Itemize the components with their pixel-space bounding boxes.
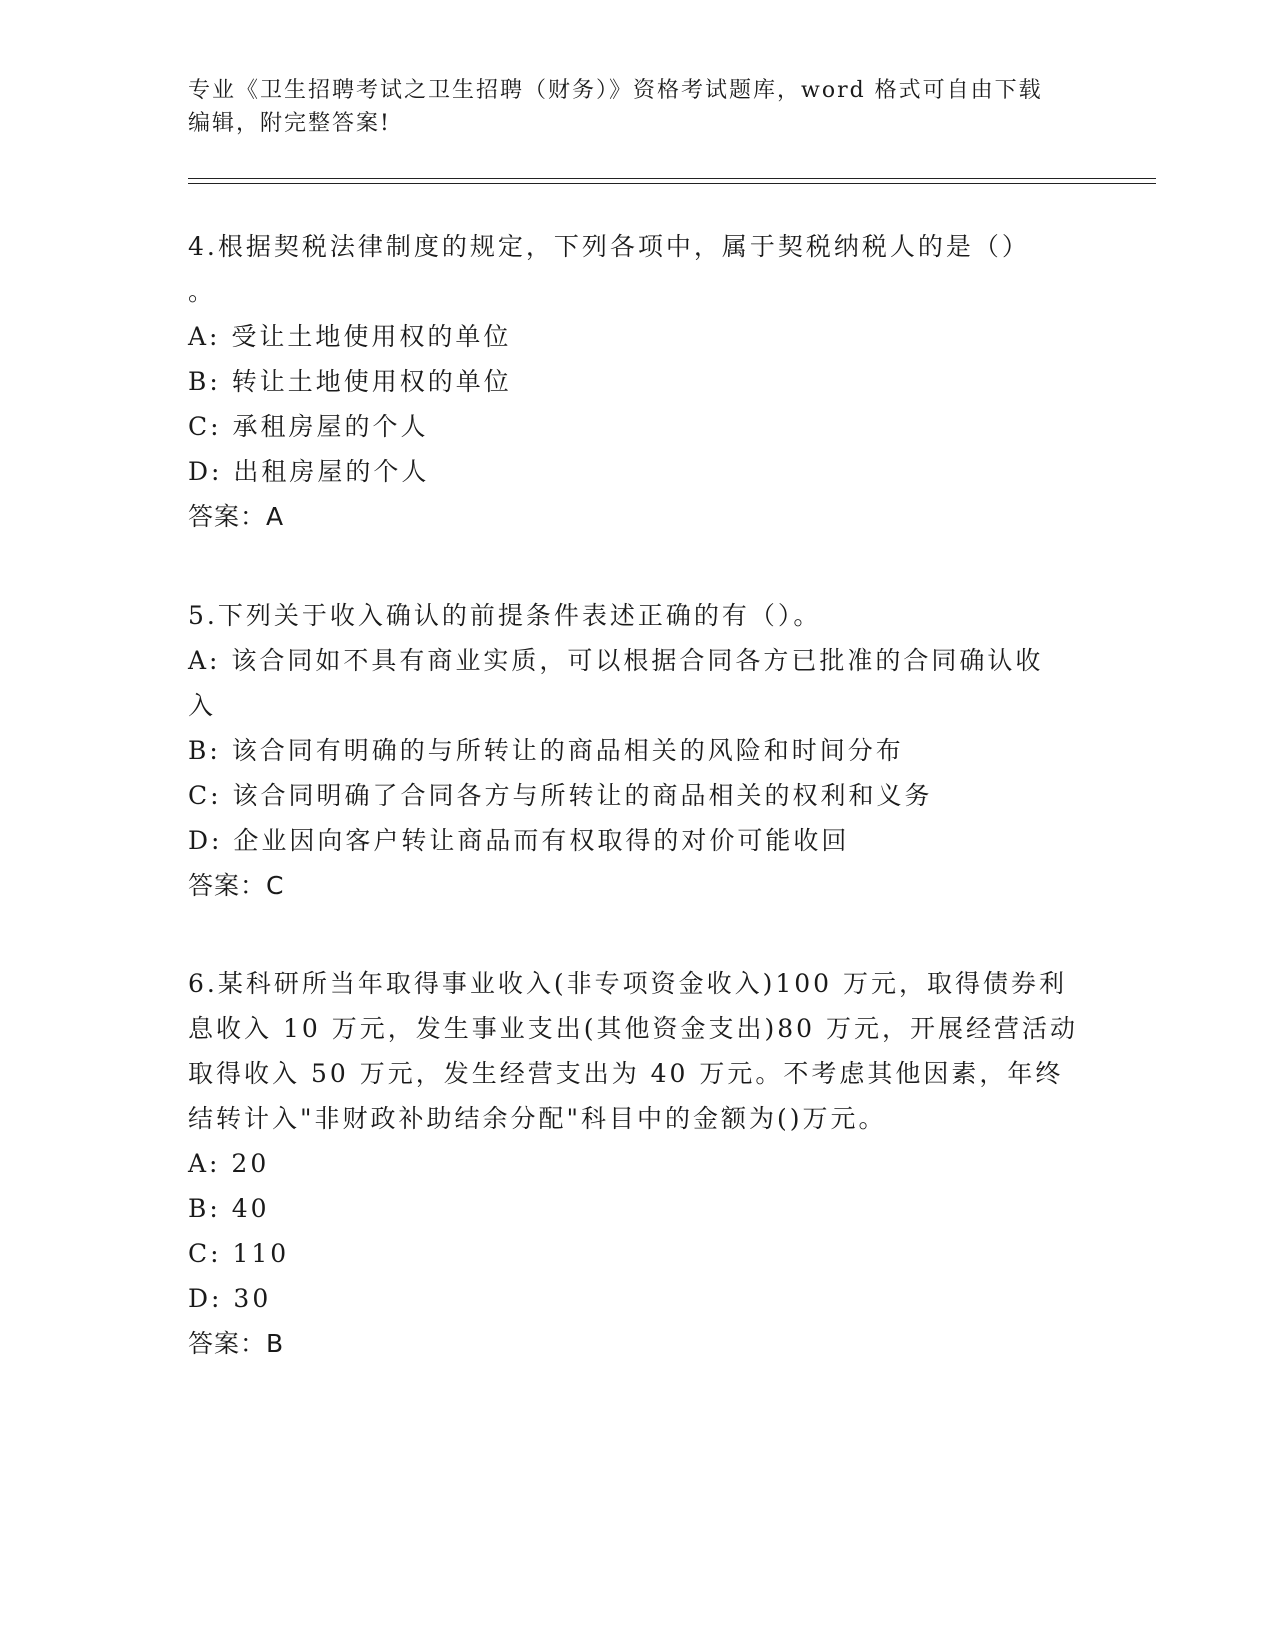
question-5	[188, 593, 1088, 909]
option-a-continued: 入	[188, 691, 217, 720]
document-header	[188, 74, 1088, 140]
answer: 答案：B	[188, 1329, 285, 1358]
question-stem: 取得收入 50 万元，发生经营支出为 40 万元。不考虑其他因素，年终	[188, 1059, 1064, 1088]
option-c: C: 该合同明确了合同各方与所转让的商品相关的权利和义务	[188, 781, 933, 810]
answer: 答案：C	[188, 871, 285, 900]
option-d: D: 企业因向客户转让商品而有权取得的对价可能收回	[188, 826, 850, 855]
option-a: A: 该合同如不具有商业实质，可以根据合同各方已批准的合同确认收	[188, 646, 1044, 675]
question-stem: 4.根据契税法律制度的规定，下列各项中，属于契税纳税人的是（）	[188, 232, 1030, 261]
option-c: C: 110	[188, 1239, 290, 1268]
question-stem: 息收入 10 万元，发生事业支出(其他资金支出)80 万元，开展经营活动	[188, 1014, 1078, 1043]
option-a: A: 受让土地使用权的单位	[188, 322, 512, 351]
question-stem: 5.下列关于收入确认的前提条件表述正确的有（）。	[188, 601, 822, 630]
question-4	[188, 224, 1088, 540]
option-a: A: 20	[188, 1149, 270, 1178]
header-line: 编辑，附完整答案!	[188, 111, 391, 136]
header-line: 专业《卫生招聘考试之卫生招聘（财务）》资格考试题库，word 格式可自由下载	[188, 78, 1043, 103]
question-stem: 结转计入"非财政补助结余分配"科目中的金额为()万元。	[188, 1104, 887, 1133]
header-divider	[188, 183, 1156, 184]
question-stem: 6.某科研所当年取得事业收入(非专项资金收入)100 万元，取得债券利	[188, 969, 1068, 998]
option-b: B: 40	[188, 1194, 270, 1223]
question-6	[188, 961, 1088, 1367]
option-d: D: 出租房屋的个人	[188, 457, 430, 486]
option-c: C: 承租房屋的个人	[188, 412, 429, 441]
answer: 答案：A	[188, 502, 285, 531]
option-b: B: 该合同有明确的与所转让的商品相关的风险和时间分布	[188, 736, 904, 765]
option-d: D: 30	[188, 1284, 272, 1313]
header-divider	[188, 178, 1156, 179]
option-b: B: 转让土地使用权的单位	[188, 367, 512, 396]
question-stem: 。	[188, 277, 217, 306]
